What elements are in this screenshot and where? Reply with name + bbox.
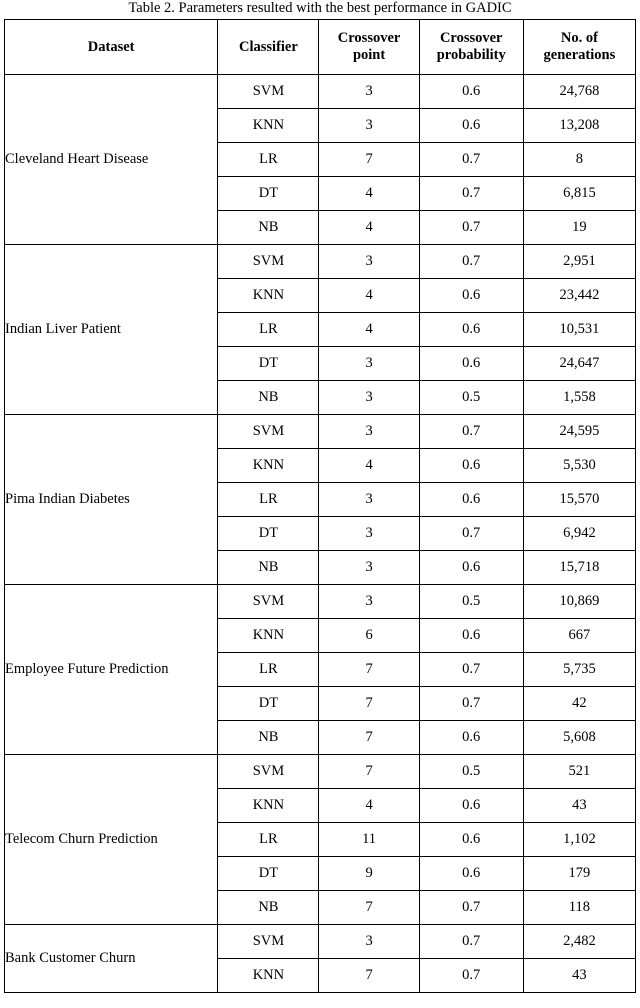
crossover-point-cell: 7 [319, 653, 419, 687]
generations-cell: 43 [523, 789, 635, 823]
header-row [5, 20, 636, 75]
generations-cell: 5,530 [523, 449, 635, 483]
dataset-name-cell: Bank Customer Churn [5, 925, 218, 993]
generations-cell: 5,735 [523, 653, 635, 687]
generations-cell: 179 [523, 857, 635, 891]
crossover-point-cell: 3 [319, 415, 419, 449]
column-header-crossover-probability-line2: probability [436, 47, 506, 63]
classifier-cell: KNN [218, 619, 319, 653]
column-header-dataset [5, 20, 218, 75]
classifier-cell: SVM [218, 925, 319, 959]
generations-cell: 6,815 [523, 177, 635, 211]
crossover-point-cell: 7 [319, 687, 419, 721]
column-header-classifier [218, 20, 319, 75]
classifier-cell: DT [218, 177, 319, 211]
crossover-point-cell: 7 [319, 143, 419, 177]
column-header-crossover-point-line2: point [352, 47, 386, 63]
crossover-point-cell: 3 [319, 551, 419, 585]
column-header-crossover-probability [419, 20, 523, 75]
classifier-cell: SVM [218, 75, 319, 109]
classifier-cell: DT [218, 347, 319, 381]
crossover-probability-cell: 0.7 [419, 415, 523, 449]
generations-cell: 13,208 [523, 109, 635, 143]
crossover-probability-cell: 0.6 [419, 483, 523, 517]
crossover-probability-cell: 0.6 [419, 721, 523, 755]
generations-cell: 667 [523, 619, 635, 653]
crossover-point-cell: 7 [319, 891, 419, 925]
column-header-crossover-probability-line1: Crossover [439, 30, 503, 46]
crossover-point-cell: 3 [319, 347, 419, 381]
generations-cell: 10,869 [523, 585, 635, 619]
classifier-cell: SVM [218, 755, 319, 789]
classifier-cell: DT [218, 687, 319, 721]
classifier-cell: LR [218, 313, 319, 347]
table-body [5, 75, 636, 993]
crossover-probability-cell: 0.6 [419, 789, 523, 823]
generations-cell: 1,558 [523, 381, 635, 415]
crossover-point-cell: 3 [319, 109, 419, 143]
crossover-point-cell: 3 [319, 245, 419, 279]
crossover-probability-cell: 0.7 [419, 891, 523, 925]
classifier-cell: LR [218, 653, 319, 687]
crossover-point-cell: 4 [319, 313, 419, 347]
crossover-point-cell: 3 [319, 75, 419, 109]
column-header-generations-line1: No. of [560, 30, 598, 46]
crossover-point-cell: 3 [319, 925, 419, 959]
crossover-probability-cell: 0.7 [419, 143, 523, 177]
classifier-cell: SVM [218, 415, 319, 449]
crossover-point-cell: 3 [319, 483, 419, 517]
crossover-probability-cell: 0.7 [419, 925, 523, 959]
crossover-point-cell: 3 [319, 381, 419, 415]
table-row [5, 75, 636, 109]
classifier-cell: KNN [218, 789, 319, 823]
crossover-probability-cell: 0.6 [419, 279, 523, 313]
crossover-point-cell: 6 [319, 619, 419, 653]
column-header-generations [523, 20, 635, 75]
generations-cell: 15,570 [523, 483, 635, 517]
crossover-probability-cell: 0.6 [419, 551, 523, 585]
crossover-probability-cell: 0.7 [419, 687, 523, 721]
crossover-probability-cell: 0.6 [419, 823, 523, 857]
crossover-probability-cell: 0.5 [419, 381, 523, 415]
classifier-cell: SVM [218, 585, 319, 619]
parameters-table [4, 19, 636, 993]
crossover-probability-cell: 0.6 [419, 619, 523, 653]
crossover-probability-cell: 0.7 [419, 211, 523, 245]
generations-cell: 24,647 [523, 347, 635, 381]
crossover-point-cell: 7 [319, 721, 419, 755]
table-row [5, 755, 636, 789]
dataset-name-cell: Pima Indian Diabetes [5, 415, 218, 585]
crossover-point-cell: 7 [319, 959, 419, 993]
classifier-cell: NB [218, 381, 319, 415]
classifier-cell: LR [218, 143, 319, 177]
generations-cell: 1,102 [523, 823, 635, 857]
crossover-point-cell: 4 [319, 177, 419, 211]
generations-cell: 8 [523, 143, 635, 177]
crossover-point-cell: 4 [319, 279, 419, 313]
column-header-classifier-line1: Classifier [239, 38, 298, 55]
classifier-cell: DT [218, 857, 319, 891]
generations-cell: 24,595 [523, 415, 635, 449]
crossover-probability-cell: 0.6 [419, 857, 523, 891]
crossover-point-cell: 4 [319, 211, 419, 245]
generations-cell: 2,482 [523, 925, 635, 959]
column-header-crossover-point-line1: Crossover [337, 30, 401, 46]
crossover-point-cell: 4 [319, 789, 419, 823]
generations-cell: 10,531 [523, 313, 635, 347]
classifier-cell: KNN [218, 279, 319, 313]
crossover-probability-cell: 0.7 [419, 653, 523, 687]
classifier-cell: LR [218, 483, 319, 517]
crossover-probability-cell: 0.5 [419, 585, 523, 619]
classifier-cell: LR [218, 823, 319, 857]
generations-cell: 24,768 [523, 75, 635, 109]
crossover-probability-cell: 0.7 [419, 245, 523, 279]
crossover-probability-cell: 0.6 [419, 347, 523, 381]
table-header [5, 20, 636, 75]
crossover-point-cell: 7 [319, 755, 419, 789]
crossover-probability-cell: 0.5 [419, 755, 523, 789]
crossover-point-cell: 3 [319, 585, 419, 619]
classifier-cell: NB [218, 551, 319, 585]
crossover-point-cell: 11 [319, 823, 419, 857]
crossover-probability-cell: 0.7 [419, 517, 523, 551]
dataset-name-cell: Employee Future Prediction [5, 585, 218, 755]
crossover-probability-cell: 0.6 [419, 449, 523, 483]
crossover-point-cell: 9 [319, 857, 419, 891]
crossover-probability-cell: 0.6 [419, 313, 523, 347]
crossover-probability-cell: 0.6 [419, 109, 523, 143]
dataset-name-cell: Telecom Churn Prediction [5, 755, 218, 925]
classifier-cell: KNN [218, 449, 319, 483]
classifier-cell: DT [218, 517, 319, 551]
generations-cell: 23,442 [523, 279, 635, 313]
classifier-cell: KNN [218, 959, 319, 993]
crossover-probability-cell: 0.6 [419, 75, 523, 109]
generations-cell: 43 [523, 959, 635, 993]
table-row [5, 415, 636, 449]
generations-cell: 118 [523, 891, 635, 925]
generations-cell: 6,942 [523, 517, 635, 551]
crossover-point-cell: 4 [319, 449, 419, 483]
crossover-probability-cell: 0.7 [419, 177, 523, 211]
generations-cell: 15,718 [523, 551, 635, 585]
table-caption: Table 2. Parameters resulted with the best performance in GADIC [128, 0, 512, 16]
classifier-cell: KNN [218, 109, 319, 143]
classifier-cell: NB [218, 211, 319, 245]
table-row [5, 245, 636, 279]
generations-cell: 2,951 [523, 245, 635, 279]
column-header-crossover-point [319, 20, 419, 75]
classifier-cell: NB [218, 891, 319, 925]
crossover-probability-cell: 0.7 [419, 959, 523, 993]
classifier-cell: SVM [218, 245, 319, 279]
generations-cell: 521 [523, 755, 635, 789]
table-row [5, 925, 636, 959]
crossover-point-cell: 3 [319, 517, 419, 551]
generations-cell: 19 [523, 211, 635, 245]
generations-cell: 5,608 [523, 721, 635, 755]
classifier-cell: NB [218, 721, 319, 755]
table-row [5, 585, 636, 619]
dataset-name-cell: Cleveland Heart Disease [5, 75, 218, 245]
generations-cell: 42 [523, 687, 635, 721]
column-header-dataset-line1: Dataset [87, 38, 135, 55]
dataset-name-cell: Indian Liver Patient [5, 245, 218, 415]
column-header-generations-line2: generations [543, 47, 616, 63]
